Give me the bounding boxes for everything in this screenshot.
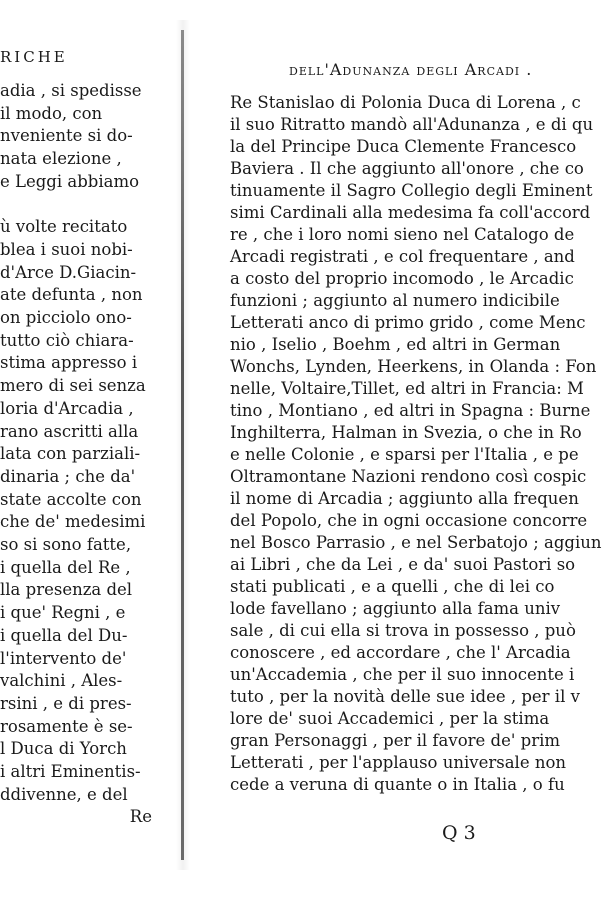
text-line: ddivenne, e del — [0, 784, 128, 804]
text-line: tinuamente il Sagro Collegio degli Eminent — [230, 181, 593, 200]
text-line: Baviera . Il che aggiunto all'onore , che co — [230, 159, 584, 178]
text-line: tutto ciò chiara- — [0, 330, 134, 350]
text-line: blea i suoi nobi- — [0, 239, 133, 259]
text-line: sale , di cui ella si trova in possesso , può — [230, 621, 576, 640]
left-running-head: RICHE — [0, 48, 68, 66]
text-line: l'intervento de' — [0, 648, 127, 668]
text-line: lode favellano ; aggiunto alla fama univ — [230, 599, 561, 618]
text-line: valchini , Ales- — [0, 671, 123, 691]
text-line: e Leggi abbiamo — [0, 171, 140, 191]
text-line: on picciolo ono- — [0, 308, 132, 327]
text-line: Letterati anco di primo grido , come Menc — [230, 313, 586, 332]
text-line: dinaria ; che da' — [0, 466, 136, 486]
text-line: e nelle Colonie , e sparsi per l'Italia , e pe — [230, 445, 579, 464]
text-line: Wonchs, Lynden, Heerkens, in Olanda : Fon — [230, 357, 597, 376]
text-line: rsini , e di pres- — [0, 693, 132, 713]
text-line: tuto , per la novità delle sue idee , per il v — [230, 687, 580, 706]
left-catchword: Re — [129, 807, 152, 827]
text-line: nelle, Voltaire,Tillet, ed altri in Francia: M — [230, 379, 584, 398]
text-line: funzioni ; aggiunto al numero indicibile — [230, 291, 560, 310]
text-line: del Popolo, che in ogni occasione concorre — [230, 511, 588, 530]
text-line: lla presenza del — [0, 580, 133, 600]
text-line: rano ascritti alla — [0, 421, 139, 441]
text-line: nio , Iselio , Boehm , ed altri in German — [230, 335, 561, 354]
text-line: mero di sei senza — [0, 376, 146, 396]
text-line: il modo, con — [0, 103, 103, 123]
signature-mark: Q 3 — [442, 822, 476, 844]
text-line: Arcadi registrati , e col frequentare , and — [230, 247, 575, 266]
text-line: simi Cardinali alla medesima fa coll'accord — [230, 203, 591, 222]
text-line: che de' medesimi — [0, 512, 146, 532]
text-line: il suo Ritratto mandò all'Adunanza , e di qu — [230, 115, 594, 134]
text-line: ai Libri , che da Lei , e da' suoi Pastori so — [230, 555, 576, 574]
text-line: nata elezione , — [0, 149, 122, 169]
text-line: stati publicati , e a quelli , che di lei co — [230, 577, 555, 596]
left-page — [0, 0, 170, 900]
text-line: cede a veruna di quante o in Italia , o fu — [230, 775, 565, 794]
text-line: so si sono fatte, — [0, 535, 132, 554]
right-running-head: dell'Adunanza degli Arcadi . — [289, 60, 533, 79]
text-line: nveniente si do- — [0, 126, 133, 146]
text-line: l Duca di Yorch — [0, 739, 127, 759]
text-line: d'Arce D.Giacin- — [0, 262, 137, 282]
text-line: Inghilterra, Halman in Svezia, o che in Ro — [230, 423, 582, 442]
text-line: i altri Eminentis- — [0, 762, 141, 781]
text-line: stima appresso i — [0, 353, 138, 373]
text-line: loria d'Arcadia , — [0, 398, 134, 418]
text-line: i quella del Du- — [0, 625, 128, 645]
text-line: ate defunta , non — [0, 285, 143, 305]
text-line: conoscere , ed accordare , che l' Arcadia — [230, 643, 571, 662]
text-line: i que' Regni , e — [0, 603, 126, 623]
text-line: Oltramontane Nazioni rendono così cospic — [230, 467, 587, 486]
text-line: rosamente è se- — [0, 716, 133, 736]
text-line: gran Personaggi , per il favore de' prim — [230, 731, 561, 750]
text-line: lata con parziali- — [0, 444, 141, 464]
text-line: state accolte con — [0, 489, 142, 509]
text-line: a costo del proprio incomodo , le Arcadic — [230, 269, 574, 288]
text-line: re , che i loro nomi sieno nel Catalogo de — [230, 225, 575, 244]
book-gutter — [181, 30, 184, 860]
text-line: Re Stanislao di Polonia Duca di Lorena , c — [230, 93, 581, 112]
text-line: i quella del Re , — [0, 557, 131, 577]
text-line: tino , Montiano , ed altri in Spagna : Burne — [230, 401, 591, 420]
text-line: il nome di Arcadia ; aggiunto alla frequen — [230, 489, 579, 508]
right-page — [192, 0, 602, 900]
text-line: lore de' suoi Accademici , per la stima — [230, 709, 550, 728]
text-line: la del Principe Duca Clemente Francesco — [230, 137, 577, 156]
text-line: adia , si spedisse — [0, 81, 142, 100]
text-line: nel Bosco Parrasio , e nel Serbatojo ; aggiun — [230, 533, 602, 552]
text-line: un'Accademia , che per il suo innocente i — [230, 665, 575, 684]
text-line: ù volte recitato — [0, 217, 128, 237]
text-line: Letterati , per l'applauso universale non — [230, 753, 567, 772]
